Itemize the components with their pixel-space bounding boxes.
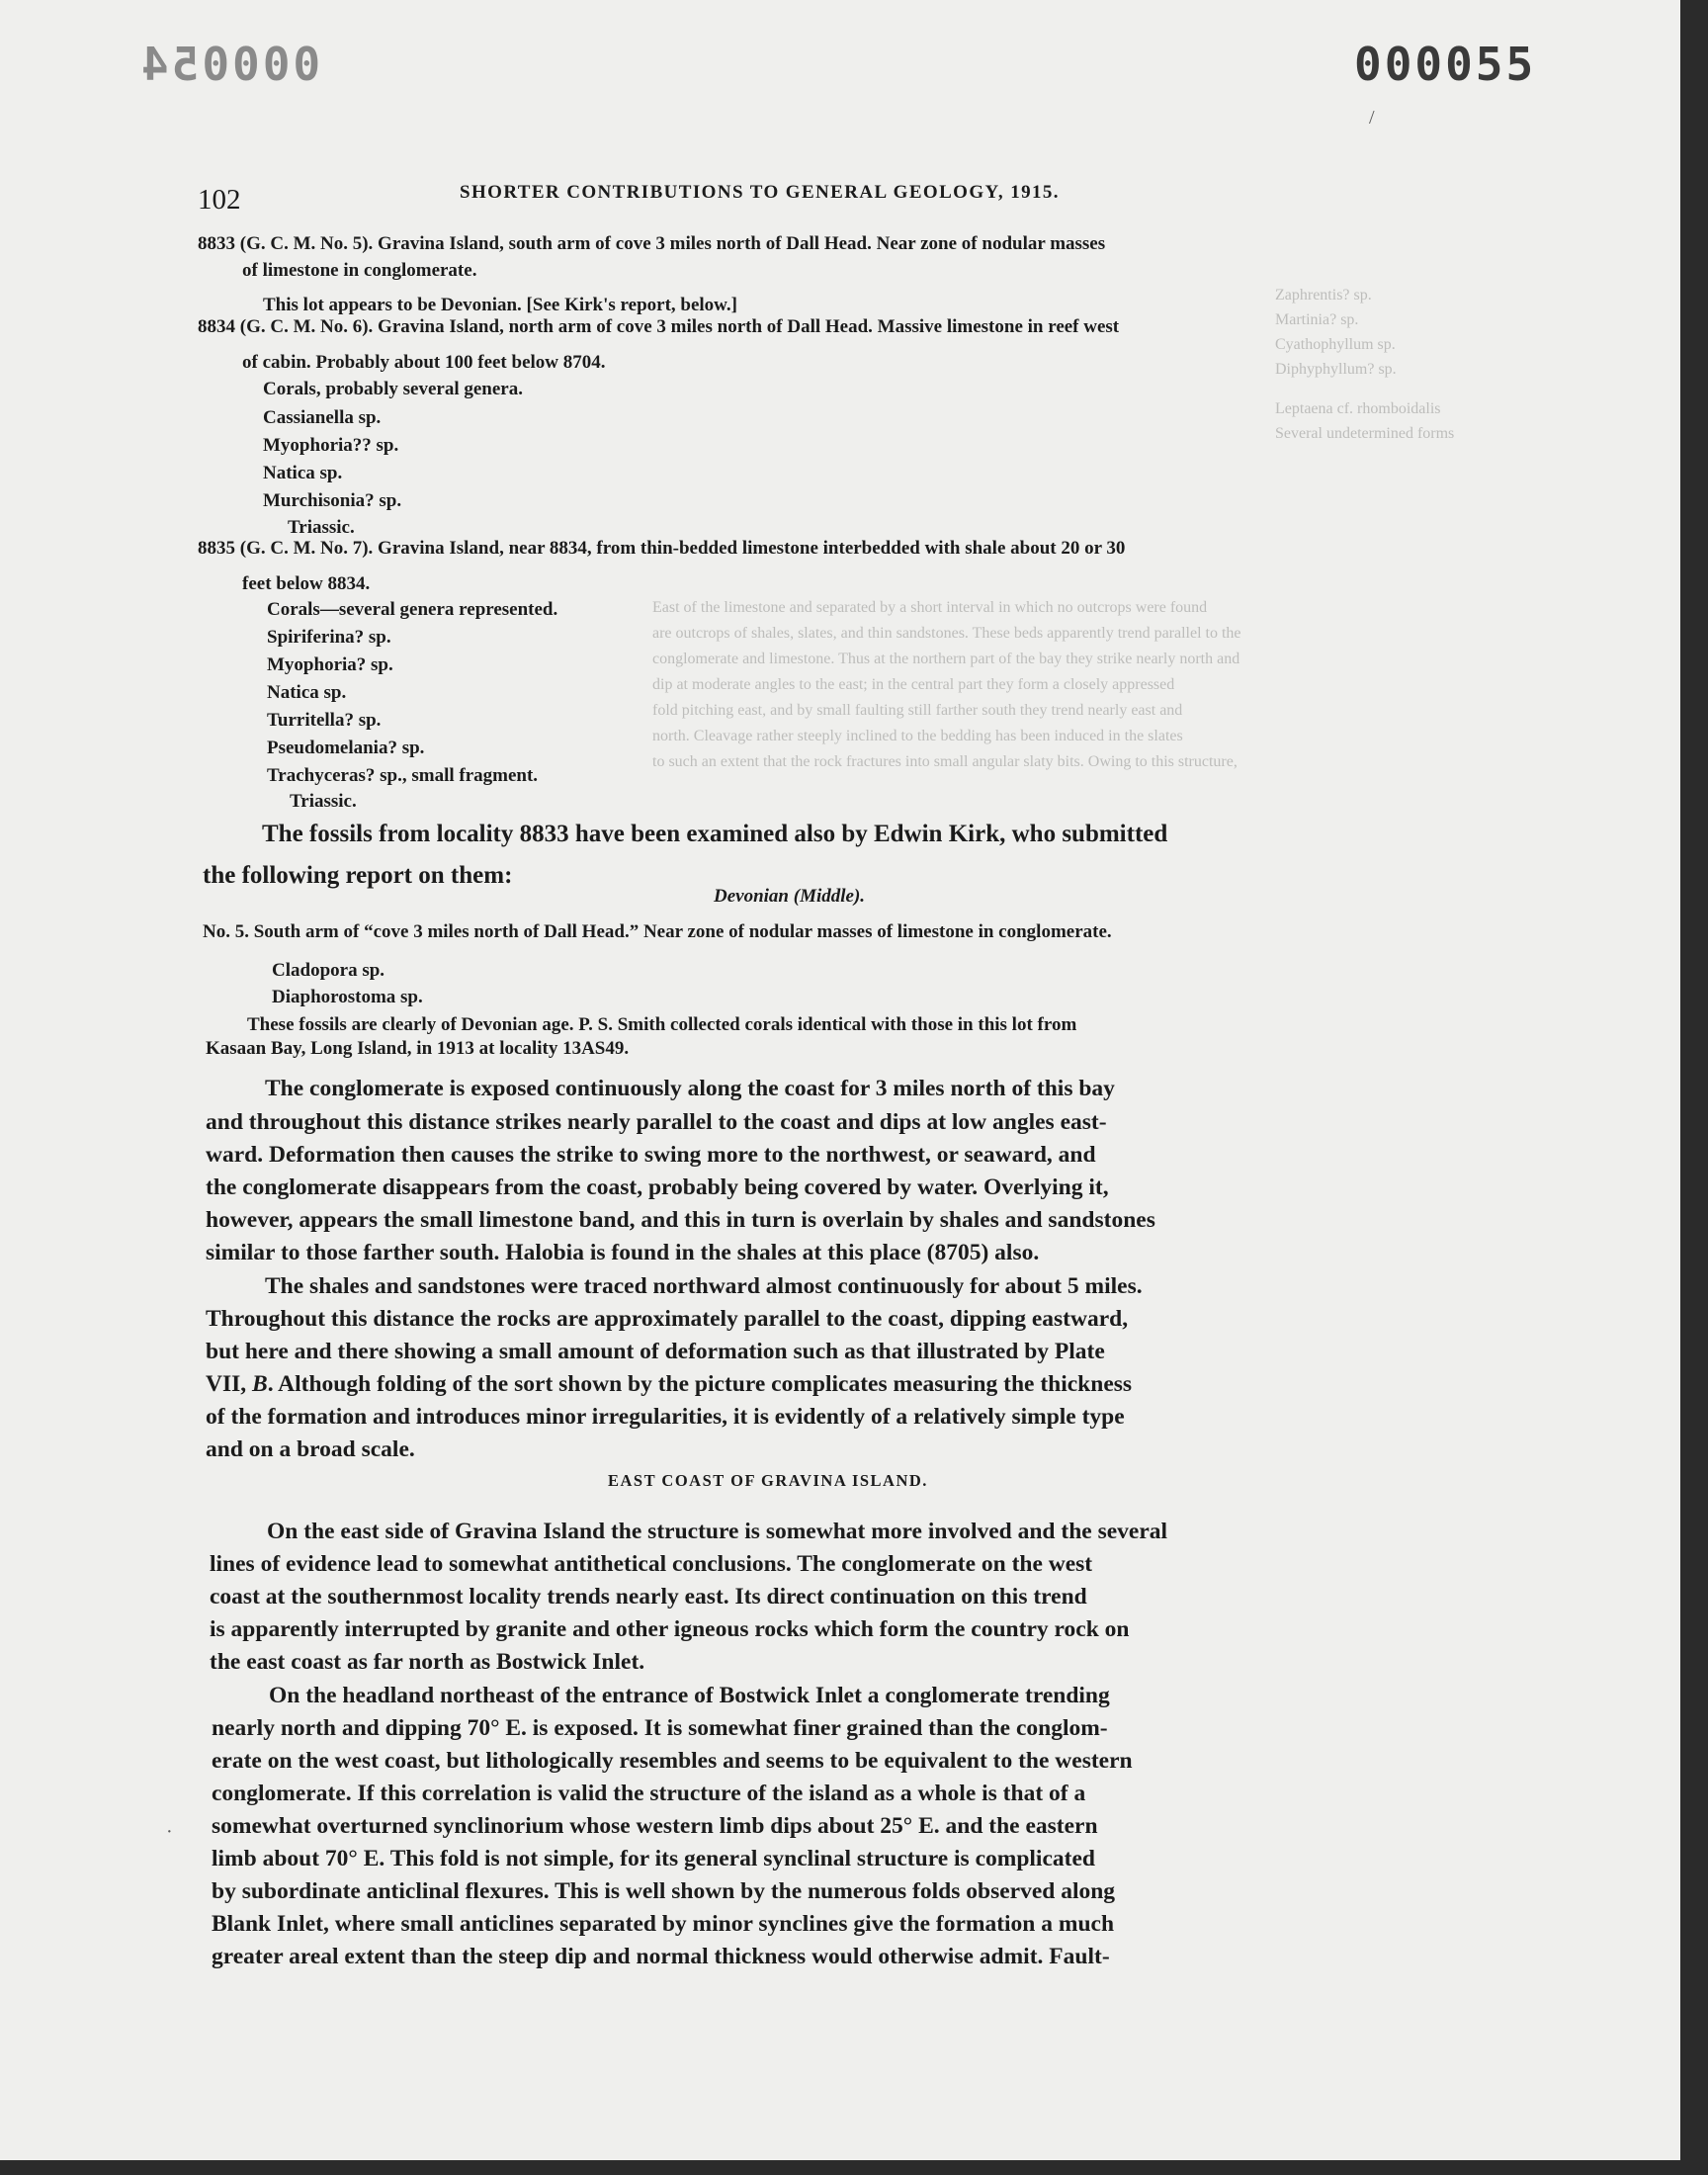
ghost-line: Zaphrentis? sp.	[1275, 287, 1372, 304]
report-line: Kasaan Bay, Long Island, in 1913 at locality 13AS49.	[206, 1038, 630, 1059]
ghost-line: Diphyphyllum? sp.	[1275, 361, 1397, 378]
text-line: the east coast as far north as Bostwick Inlet.	[210, 1649, 645, 1675]
text-line: limb about 70° E. This fold is not simple, for its general synclinal structure is complicated	[212, 1846, 1095, 1871]
text-line: lines of evidence lead to somewhat antithetical conclusions. The conglomerate on the west	[210, 1551, 1093, 1577]
text-line: of the formation and introduces minor irregularities, it is evidently of a relatively simple type	[206, 1404, 1125, 1430]
text-line: is apparently interrupted by granite and other igneous rocks which form the country rock on	[210, 1616, 1130, 1642]
catalog-line: 8833 (G. C. M. No. 5). Gravina Island, south arm of cove 3 miles north of Dall Head. Near zone of nodular masses	[198, 233, 1106, 254]
report-line: Diaphorostoma sp.	[272, 987, 423, 1007]
catalog-line: Pseudomelania? sp.	[267, 738, 425, 758]
text-line: On the east side of Gravina Island the structure is somewhat more involved and the several	[267, 1519, 1168, 1544]
catalog-line: Turritella? sp.	[267, 710, 382, 731]
text-line	[206, 1371, 1132, 1398]
ghost-line: Leptaena cf. rhomboidalis	[1275, 400, 1441, 417]
catalog-line: Myophoria? sp.	[267, 654, 393, 675]
ghost-line: are outcrops of shales, slates, and thin sandstones. These beds apparently trend parallel to the	[652, 625, 1241, 642]
text-line: Blank Inlet, where small anticlines separated by minor synclines give the formation a much	[212, 1911, 1115, 1937]
text-line: the conglomerate disappears from the coast, probably being covered by water. Overlying it,	[206, 1174, 1109, 1200]
text-line: greater areal extent than the steep dip and normal thickness would otherwise admit. Fault-	[212, 1944, 1110, 1969]
ghost-line: Martinia? sp.	[1275, 311, 1359, 328]
catalog-line: of limestone in conglomerate.	[242, 260, 477, 281]
ghost-line: conglomerate and limestone. Thus at the northern part of the bay they strike nearly north and	[652, 651, 1240, 667]
catalog-line: Natica sp.	[267, 682, 347, 703]
text-line: The shales and sandstones were traced northward almost continuously for about 5 miles.	[265, 1273, 1143, 1299]
report-line: These fossils are clearly of Devonian age. P. S. Smith collected corals identical with those in this lot from	[247, 1014, 1077, 1035]
text-line: and on a broad scale.	[206, 1436, 415, 1462]
kirk-intro-line: The fossils from locality 8833 have been examined also by Edwin Kirk, who submitted	[262, 821, 1168, 847]
plate-prefix: VII,	[206, 1371, 253, 1397]
kirk-intro-line: the following report on them:	[203, 862, 513, 889]
section-heading: EAST COAST OF GRAVINA ISLAND.	[608, 1471, 928, 1490]
text-line: but here and there showing a small amount of deformation such as that illustrated by Plate	[206, 1339, 1105, 1364]
catalog-line: Triassic.	[288, 517, 355, 538]
margin-tick: /	[1369, 107, 1375, 129]
text-line: The conglomerate is exposed continuously along the coast for 3 miles north of this bay	[265, 1076, 1115, 1101]
catalog-line: Corals—several genera represented.	[267, 599, 558, 620]
catalog-line: Cassianella sp.	[263, 407, 382, 428]
text-line: ward. Deformation then causes the strike to swing more to the northwest, or seaward, and	[206, 1142, 1096, 1168]
text-line: Throughout this distance the rocks are approximately parallel to the coast, dipping eastward,	[206, 1306, 1129, 1332]
text-line: conglomerate. If this correlation is valid the structure of the island as a whole is that of a	[212, 1781, 1086, 1806]
catalog-line: Triassic.	[290, 791, 357, 812]
text-line: somewhat overturned synclinorium whose western limb dips about 25° E. and the eastern	[212, 1813, 1098, 1839]
text-line: coast at the southernmost locality trends nearly east. Its direct continuation on this trend	[210, 1584, 1087, 1610]
ghost-line: Several undetermined forms	[1275, 425, 1455, 442]
text-line: nearly north and dipping 70° E. is exposed. It is somewhat finer grained than the conglom-	[212, 1715, 1108, 1741]
ghost-line: north. Cleavage rather steeply inclined to the bedding has been induced in the slates	[652, 728, 1183, 744]
mirrored-page-stamp: 000054	[138, 38, 321, 91]
catalog-line: Spiriferina? sp.	[267, 627, 391, 648]
ghost-line: Cyathophyllum sp.	[1275, 336, 1396, 353]
text-line: On the headland northeast of the entrance of Bostwick Inlet a conglomerate trending	[269, 1683, 1110, 1708]
report-line: Cladopora sp.	[272, 960, 385, 981]
catalog-line: Natica sp.	[263, 463, 343, 483]
catalog-line: This lot appears to be Devonian. [See Kirk's report, below.]	[263, 295, 737, 315]
catalog-line: Murchisonia? sp.	[263, 490, 402, 511]
plate-letter: B	[252, 1371, 268, 1397]
catalog-line: feet below 8834.	[242, 573, 371, 594]
catalog-line: of cabin. Probably about 100 feet below 8704.	[242, 352, 606, 373]
ghost-line: East of the limestone and separated by a short interval in which no outcrops were found	[652, 599, 1208, 616]
catalog-line: Myophoria?? sp.	[263, 435, 399, 456]
plate-suffix: . Although folding of the sort shown by the picture complicates measuring the thickness	[267, 1371, 1133, 1397]
text-line: by subordinate anticlinal flexures. This is well shown by the numerous folds observed along	[212, 1878, 1116, 1904]
text-line: and throughout this distance strikes nearly parallel to the coast and dips at low angles east-	[206, 1109, 1107, 1135]
report-line: No. 5. South arm of “cove 3 miles north of Dall Head.” Near zone of nodular masses of limestone in conglomerate.	[203, 921, 1112, 942]
catalog-line: 8835 (G. C. M. No. 7). Gravina Island, near 8834, from thin-bedded limestone interbedded with shale about 20 or 30	[198, 538, 1126, 559]
page-stamp: 000055	[1354, 38, 1537, 91]
catalog-line: Trachyceras? sp., small fragment.	[267, 765, 539, 786]
text-line: erate on the west coast, but lithologically resembles and seems to be equivalent to the western	[212, 1748, 1133, 1774]
page-number: 102	[198, 184, 241, 216]
catalog-line: 8834 (G. C. M. No. 6). Gravina Island, north arm of cove 3 miles north of Dall Head. Massive limestone in reef west	[198, 316, 1120, 337]
ghost-line: dip at moderate angles to the east; in the central part they form a closely appressed	[652, 676, 1175, 693]
report-age-heading: Devonian (Middle).	[714, 886, 866, 907]
ghost-line: fold pitching east, and by small faulting still farther south they trend nearly east and	[652, 702, 1183, 719]
margin-dot: ·	[166, 1821, 173, 1843]
catalog-line: Corals, probably several genera.	[263, 379, 523, 399]
running-title: SHORTER CONTRIBUTIONS TO GENERAL GEOLOGY, 1915.	[460, 182, 1060, 203]
text-line: similar to those farther south. Halobia is found in the shales at this place (8705) also.	[206, 1240, 1040, 1265]
text-line: however, appears the small limestone band, and this in turn is overlain by shales and sandstones	[206, 1207, 1155, 1233]
ghost-line: to such an extent that the rock fractures into small angular slaty bits. Owing to this structure,	[652, 753, 1238, 770]
